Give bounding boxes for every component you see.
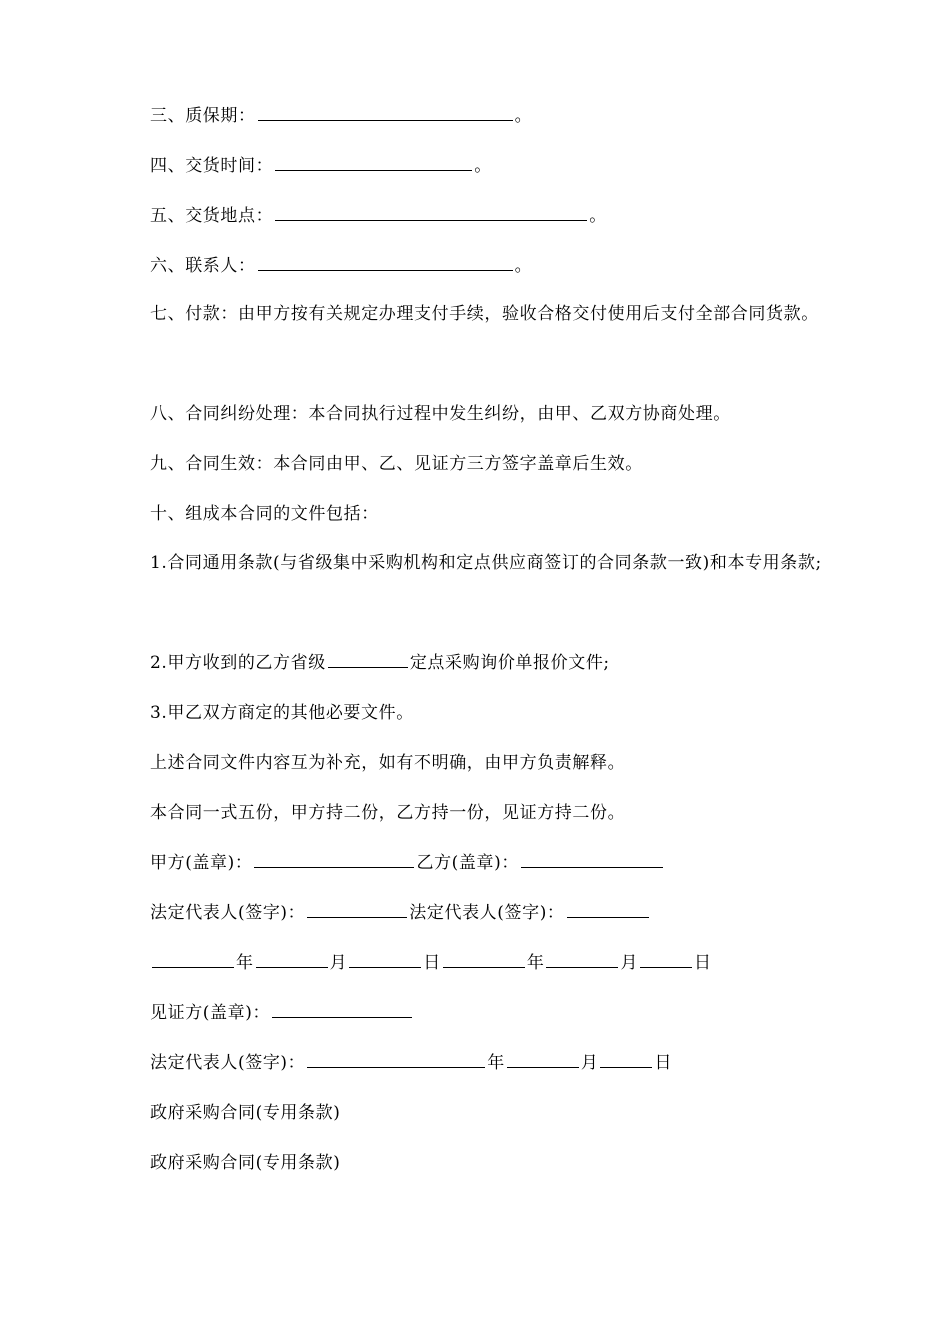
- delivery-place-blank: [275, 206, 587, 221]
- delivery-place-line: [150, 205, 607, 227]
- warranty-end: 。: [514, 106, 533, 126]
- document-item-3: 3.甲乙双方商定的其他必要文件。: [150, 703, 414, 723]
- year-a-blank: [152, 953, 234, 968]
- doc2-pre: 2.甲方收到的乙方省级: [150, 653, 326, 673]
- footer-title-1: 政府采购合同(专用条款): [150, 1103, 341, 1123]
- doc2-post: 定点采购询价单报价文件;: [409, 653, 610, 673]
- contact-line: [150, 255, 532, 277]
- legal-rep-a-label: 法定代表人(签字)：: [150, 903, 306, 923]
- witness-seal-label: 见证方(盖章)：: [150, 1003, 271, 1023]
- witness-seal-blank: [272, 1003, 412, 1018]
- month-w-blank: [507, 1053, 579, 1068]
- contact-blank: [258, 256, 513, 271]
- month-a-label: 月: [329, 953, 348, 973]
- day-a-blank: [349, 953, 421, 968]
- seal-line: [150, 852, 665, 874]
- dispute-clause: 八、合同纠纷处理：本合同执行过程中发生纠纷，由甲、乙双方协商处理。: [150, 404, 731, 424]
- day-w-label: 日: [654, 1053, 673, 1073]
- party-a-seal-blank: [254, 853, 414, 868]
- warranty-blank: [258, 106, 513, 121]
- doc2-blank: [328, 653, 408, 668]
- payment-clause: 七、付款：由甲方按有关规定办理支付手续，验收合格交付使用后支付全部合同货款。: [150, 304, 819, 324]
- document-item-1: 1.合同通用条款(与省级集中采购机构和定点供应商签订的合同条款一致)和本专用条款;: [150, 553, 822, 573]
- legal-rep-a-blank: [307, 903, 407, 918]
- legal-rep-line: [150, 902, 651, 924]
- year-a-label: 年: [236, 953, 254, 973]
- party-a-seal-label: 甲方(盖章)：: [150, 853, 253, 873]
- party-b-seal-blank: [521, 853, 663, 868]
- delivery-place-end: 。: [589, 206, 607, 226]
- documents-intro: 十、组成本合同的文件包括：: [150, 504, 379, 524]
- contact-end: 。: [514, 256, 533, 276]
- day-a-label: 日: [423, 953, 441, 973]
- footer-title-2: 政府采购合同(专用条款): [150, 1153, 341, 1173]
- copies-note: 本合同一式五份，甲方持二份，乙方持一份，见证方持二份。: [150, 803, 626, 823]
- delivery-time-end: 。: [474, 156, 492, 176]
- legal-rep-b-label: 法定代表人(签字)：: [409, 903, 565, 923]
- month-a-blank: [256, 953, 328, 968]
- legal-rep-w-label: 法定代表人(签字)：: [150, 1053, 306, 1073]
- month-b-blank: [546, 953, 618, 968]
- day-b-label: 日: [694, 953, 712, 973]
- delivery-time-label: 四、交货时间：: [150, 156, 274, 176]
- year-b-blank: [443, 953, 525, 968]
- witness-rep-line: [150, 1052, 672, 1074]
- party-b-seal-label: 乙方(盖章)：: [416, 853, 519, 873]
- warranty-label: 三、质保期：: [150, 106, 256, 126]
- witness-seal-line: [150, 1002, 414, 1024]
- effect-clause: 九、合同生效：本合同由甲、乙、见证方三方签字盖章后生效。: [150, 454, 643, 474]
- day-b-blank: [640, 953, 692, 968]
- delivery-place-label: 五、交货地点：: [150, 206, 274, 226]
- legal-rep-w-blank: [307, 1053, 485, 1068]
- delivery-time-blank: [275, 156, 472, 171]
- year-b-label: 年: [526, 953, 545, 973]
- document-item-2: [150, 652, 610, 674]
- date-line: [150, 952, 712, 974]
- contact-label: 六、联系人：: [150, 256, 256, 276]
- day-w-blank: [600, 1053, 652, 1068]
- month-b-label: 月: [620, 953, 639, 973]
- supplement-note: 上述合同文件内容互为补充，如有不明确，由甲方负责解释。: [150, 753, 626, 773]
- month-w-label: 月: [580, 1053, 599, 1073]
- delivery-time-line: [150, 155, 492, 177]
- warranty-line: [150, 105, 532, 127]
- legal-rep-b-blank: [567, 903, 649, 918]
- year-w-label: 年: [487, 1053, 505, 1073]
